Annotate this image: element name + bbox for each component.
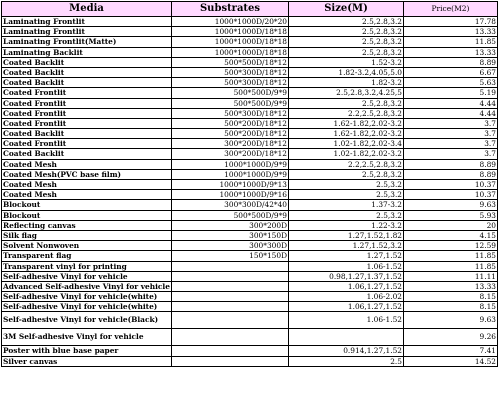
cell-size: 2.5,2.8,3.2: [289, 37, 404, 46]
cell-size: 2.2,2.5,2.8,3.2: [289, 109, 404, 118]
cell-media: Coated Mesh: [2, 180, 172, 189]
cell-size: 2.2,2.5,2.8,3.2: [289, 160, 404, 169]
cell-media: Laminating Frontlit(Matte): [2, 37, 172, 46]
cell-price: 10.37: [474, 180, 496, 189]
cell-size: 1.06,1.27,1.52: [289, 302, 404, 311]
cell-substrates: 500*300D/18*12: [172, 109, 289, 118]
cell-price: 5.93: [479, 210, 496, 220]
cell-media: Coated Mesh: [2, 190, 172, 199]
cell-substrates: 500*500D/9*9: [172, 211, 289, 220]
cell-price: 8.89: [479, 57, 496, 67]
table-row: [1, 99, 498, 109]
cell-price: 11.85: [474, 261, 496, 271]
table-row: [1, 149, 498, 159]
cell-size: 2.5,2.8,3.2: [289, 17, 404, 26]
table-row: [1, 170, 498, 180]
table-row: [1, 68, 498, 78]
cell-size: 2.5,2.8,3.2: [289, 99, 404, 108]
cell-price: 5.19: [479, 88, 496, 98]
table-row: [1, 27, 498, 37]
cell-size: 1.52-3.2: [289, 58, 404, 67]
cell-size: 2.5: [289, 357, 404, 366]
cell-price: 9.63: [479, 315, 496, 325]
cell-size: 2.5,3.2: [289, 180, 404, 189]
cell-price: 10.37: [474, 190, 496, 200]
table-row: [1, 251, 498, 261]
cell-size: 1.82-3.2,4.05,5.0: [289, 68, 404, 77]
cell-size: 2.5,2.8,3.2: [289, 27, 404, 36]
table-row: [1, 190, 498, 200]
cell-substrates: 500*500D/18*12: [172, 58, 289, 67]
cell-size: 1.37-3.2: [289, 200, 404, 209]
cell-substrates: 1000*1000D/9*16: [172, 190, 289, 199]
table-row: [1, 211, 498, 221]
cell-size: 1.82-3.2: [289, 78, 404, 87]
table-body: [1, 17, 498, 367]
cell-media: Coated Frontlit: [2, 99, 172, 108]
cell-media: Coated Frontlit: [2, 139, 172, 148]
cell-price: 5.63: [479, 78, 496, 88]
cell-media: Coated Frontlit: [2, 119, 172, 128]
cell-substrates: [172, 272, 289, 281]
cell-price: 4.44: [479, 108, 496, 118]
cell-price: 13.33: [474, 281, 496, 291]
table-row: [1, 200, 498, 210]
cell-price: 11.11: [474, 271, 496, 281]
header-substrates: Substrates: [172, 2, 289, 16]
cell-media: Blockout: [2, 211, 172, 220]
table-row: [1, 160, 498, 170]
cell-substrates: 1000*1000D/18*18: [172, 48, 289, 57]
cell-price: 14.52: [474, 356, 496, 366]
cell-substrates: [172, 282, 289, 291]
table-row: [1, 282, 498, 292]
cell-substrates: 500*300D/18*12: [172, 78, 289, 87]
cell-media: Coated Mesh(PVC base film): [2, 170, 172, 179]
cell-substrates: 1000*1000D/18*18: [172, 37, 289, 46]
cell-substrates: 150*150D: [172, 251, 289, 260]
cell-price: 3.7: [484, 139, 496, 149]
cell-price: 8.15: [479, 302, 496, 312]
cell-size: 2.5,3.2: [289, 211, 404, 220]
cell-size: 1.27,1.52: [289, 251, 404, 260]
table-row: [1, 357, 498, 367]
cell-media: Coated Backlit: [2, 68, 172, 77]
table-row: [1, 292, 498, 302]
cell-price: 8.89: [479, 159, 496, 169]
cell-media: Solvent Nonwoven: [2, 241, 172, 250]
table-row: [1, 346, 498, 356]
cell-media: Coated Frontlit: [2, 109, 172, 118]
cell-media: Transparent vinyl for printing: [2, 262, 172, 271]
header-price: Price(M2): [431, 4, 470, 13]
table-row: [1, 17, 498, 27]
cell-media: Self-adhesive Vinyl for vehicle: [2, 272, 172, 281]
cell-substrates: 500*500D/9*9: [172, 99, 289, 108]
cell-price: 13.33: [474, 47, 496, 57]
cell-substrates: 1000*1000D/9*9: [172, 170, 289, 179]
cell-substrates: [172, 357, 289, 366]
table-row: [1, 231, 498, 241]
cell-substrates: 300*300D/42*40: [172, 200, 289, 209]
table-row: [1, 58, 498, 68]
cell-size: 1.62-1.82,2.02-3.2: [289, 129, 404, 138]
cell-price: 8.15: [479, 292, 496, 302]
cell-media: Laminating Frontlit: [2, 27, 172, 36]
table-row: [1, 139, 498, 149]
cell-price: 20: [486, 220, 496, 230]
cell-substrates: 1000*1000D/18*18: [172, 27, 289, 36]
cell-price: 3.7: [484, 149, 496, 159]
cell-size: [289, 329, 404, 345]
table-row: [1, 37, 498, 47]
cell-media: Self-adhesive Vinyl for vehicle(white): [2, 292, 172, 301]
table-row: [1, 180, 498, 190]
cell-substrates: 1000*1000D/9*9: [172, 160, 289, 169]
table-row: [1, 302, 498, 312]
cell-media: Silver canvas: [2, 357, 172, 366]
cell-substrates: 500*300D/18*12: [172, 68, 289, 77]
cell-size: 2.5,3.2: [289, 190, 404, 199]
cell-substrates: [172, 329, 289, 345]
cell-substrates: 300*200D/18*12: [172, 139, 289, 148]
cell-media: Coated Backlit: [2, 78, 172, 87]
cell-media: Poster with blue base paper: [2, 346, 172, 355]
cell-price: 17.78: [474, 17, 496, 26]
cell-price: 3.7: [484, 118, 496, 128]
table-row: [1, 241, 498, 251]
cell-media: Transparent flag: [2, 251, 172, 260]
cell-size: 1.27,1.52,3.2: [289, 241, 404, 250]
cell-price: 12.59: [474, 241, 496, 251]
table-row: [1, 272, 498, 282]
table-row: [1, 312, 498, 329]
header-size: Size(M): [289, 2, 404, 16]
cell-substrates: 1000*1000D/20*20: [172, 17, 289, 26]
cell-substrates: [172, 346, 289, 355]
cell-price: 7.41: [479, 346, 496, 356]
cell-media: Blockout: [2, 200, 172, 209]
cell-substrates: 500*500D/9*9: [172, 88, 289, 97]
cell-size: 1.06-2.02: [289, 292, 404, 301]
cell-media: Coated Backlit: [2, 149, 172, 158]
cell-size: 2.5,2.8,3.2: [289, 48, 404, 57]
table-header: [1, 1, 498, 17]
cell-price: 6.67: [479, 67, 496, 77]
cell-substrates: 300*200D/18*12: [172, 149, 289, 158]
cell-size: 1.02-1.82,2.02-3.2: [289, 149, 404, 158]
cell-size: 1.62-1.82,2.02-3.2: [289, 119, 404, 128]
cell-media: Advanced Self-adhesive Vinyl for vehicle: [2, 282, 172, 291]
cell-media: Coated Mesh: [2, 160, 172, 169]
cell-size: 1.02-1.82,2.02-3.4: [289, 139, 404, 148]
cell-media: Silk flag: [2, 231, 172, 240]
cell-price: 3.7: [484, 129, 496, 139]
cell-size: 2.5,2.8,3.2: [289, 170, 404, 179]
cell-substrates: [172, 312, 289, 328]
cell-media: Self-adhesive Vinyl for vehicle(Black): [2, 312, 172, 328]
cell-substrates: 300*150D: [172, 231, 289, 240]
cell-media: Laminating Backlit: [2, 48, 172, 57]
cell-price: 11.85: [474, 251, 496, 261]
table-row: [1, 221, 498, 231]
cell-size: 1.06-1.52: [289, 262, 404, 271]
cell-price: 11.85: [474, 37, 496, 47]
cell-substrates: 500*200D/18*12: [172, 119, 289, 128]
cell-substrates: 300*300D: [172, 241, 289, 250]
cell-price: 9.63: [479, 200, 496, 210]
header-media: Media: [2, 2, 172, 16]
cell-size: 1.27,1.52,1.82: [289, 231, 404, 240]
cell-substrates: [172, 302, 289, 311]
table-row: [1, 262, 498, 272]
cell-substrates: [172, 292, 289, 301]
cell-size: 0.914,1.27,1.52: [289, 346, 404, 355]
table-row: [1, 78, 498, 88]
cell-media: 3M Self-adhesive Vinyl for vehicle: [2, 329, 172, 345]
cell-media: Coated Frontlit: [2, 88, 172, 97]
cell-media: Self-adhesive Vinyl for vehicle(white): [2, 302, 172, 311]
cell-substrates: 300*200D: [172, 221, 289, 230]
table-row: [1, 329, 498, 346]
cell-size: 1.22-3.2: [289, 221, 404, 230]
cell-media: Reflecting canvas: [2, 221, 172, 230]
table-row: [1, 119, 498, 129]
cell-price: 4.15: [479, 230, 496, 240]
cell-substrates: 1000*1000D/9*13: [172, 180, 289, 189]
cell-size: 1.06,1.27,1.52: [289, 282, 404, 291]
cell-price: 8.89: [479, 169, 496, 179]
cell-size: 2.5,2.8,3.2,4.25,5: [289, 88, 404, 97]
table-row: [1, 129, 498, 139]
cell-size: 1.06-1.52: [289, 312, 404, 328]
table-row: [1, 48, 498, 58]
cell-price: 9.26: [479, 332, 496, 342]
cell-substrates: 500*200D/18*12: [172, 129, 289, 138]
cell-media: Coated Backlit: [2, 58, 172, 67]
table-row: [1, 109, 498, 119]
table-row: [1, 88, 498, 98]
cell-size: 0.98,1.27,1.37,1.52: [289, 272, 404, 281]
cell-media: Coated Backlit: [2, 129, 172, 138]
cell-substrates: [172, 262, 289, 271]
cell-price: 4.44: [479, 98, 496, 108]
cell-price: 13.33: [474, 27, 496, 37]
price-table: [1, 1, 498, 367]
cell-media: Laminating Frontlit: [2, 17, 172, 26]
